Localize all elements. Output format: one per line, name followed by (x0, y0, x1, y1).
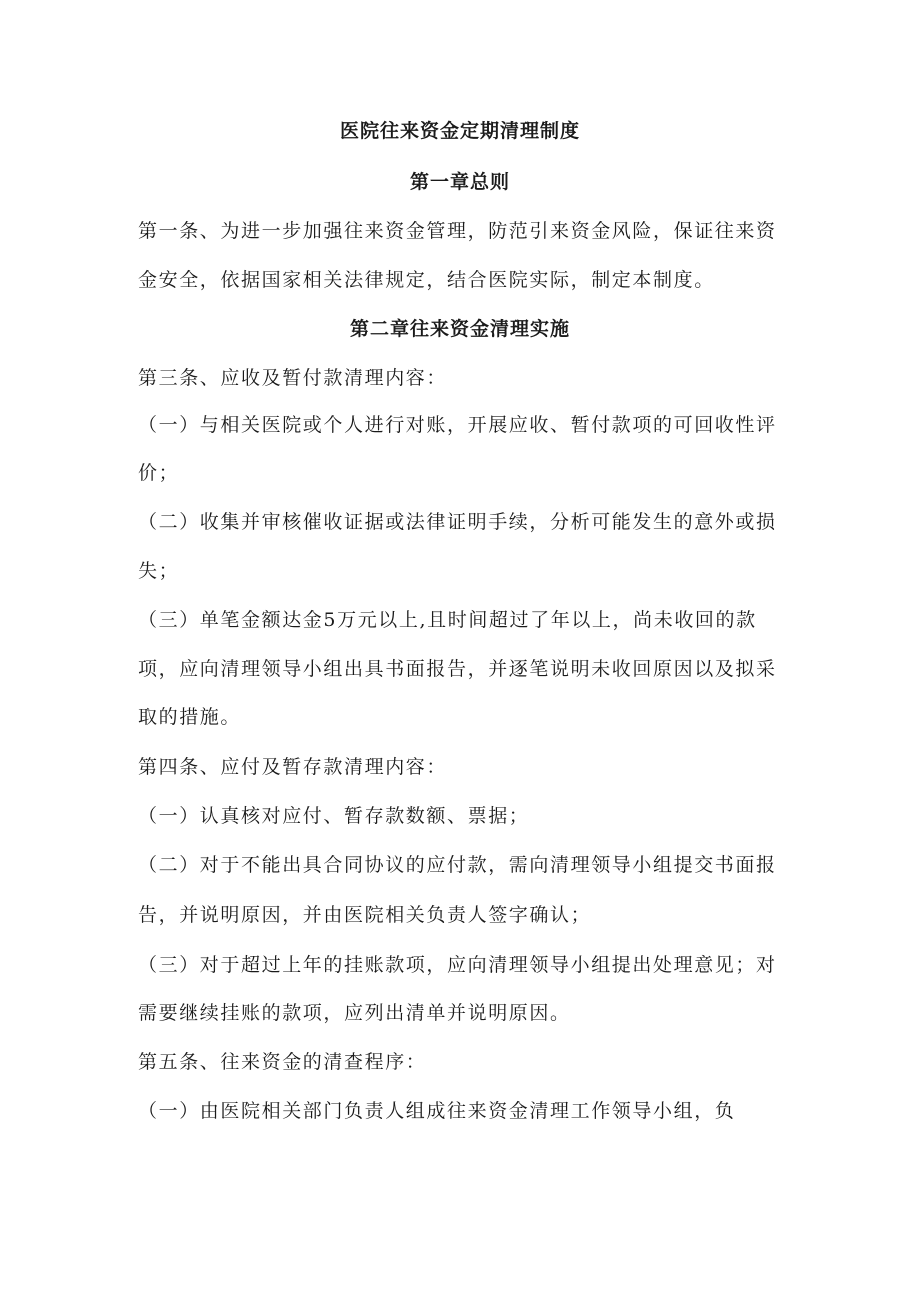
article-4-item-2-line-1: （二）对于不能出具合同协议的应付款，需向清理领导小组提交书面报 (138, 854, 777, 876)
document-title: 医院往来资金定期清理制度 (339, 120, 580, 142)
article-5-heading: 第五条、往来资金的清查程序： (138, 1051, 427, 1073)
article-4-item-3-line-1: （三）对于超过上年的挂账款项，应向清理领导小组提出处理意见；对 (138, 954, 777, 976)
chapter-2-heading: 第二章往来资金清理实施 (349, 318, 570, 340)
chapter-1-heading: 第一章总则 (409, 171, 510, 193)
article-3-item-3-line-3: 取的措施。 (138, 706, 242, 728)
article-1-line-1: 第一条、为进一步加强往来资金管理，防范引来资金风险，保证往来资 (138, 220, 777, 242)
article-3-item-2-line-2: 失； (138, 560, 180, 582)
article-3-item-2-line-1: （二）收集并审核催收证据或法律证明手续，分析可能发生的意外或损 (138, 511, 777, 533)
article-3-heading: 第三条、应收及暂付款清理内容： (138, 367, 448, 389)
article-3-item-3-line-1: （三）单笔金额达金5万元以上,且时间超过了年以上，尚未收回的款 (138, 609, 757, 631)
article-4-item-2-line-2: 告，并说明原因，并由医院相关负责人签字确认； (138, 904, 592, 926)
article-3-item-1-line-2: 价； (138, 462, 180, 484)
article-1-line-2: 金安全，依据国家相关法律规定，结合医院实际，制定本制度。 (138, 269, 715, 291)
article-5-item-1-line-1: （一）由医院相关部门负责人组成往来资金清理工作领导小组，负 (138, 1100, 736, 1122)
article-4-item-1: （一）认真核对应付、暂存款数额、票据； (138, 805, 530, 827)
article-4-heading: 第四条、应付及暂存款清理内容： (138, 756, 448, 778)
article-3-item-1-line-1: （一）与相关医院或个人进行对账，开展应收、暂付款项的可回收性评 (138, 414, 777, 436)
article-3-item-3-line-2: 项，应向清理领导小组出具书面报告，并逐笔说明未收回原因以及拟采 (138, 658, 777, 680)
article-4-item-3-line-2: 需要继续挂账的款项，应列出清单并说明原因。 (138, 1002, 571, 1024)
